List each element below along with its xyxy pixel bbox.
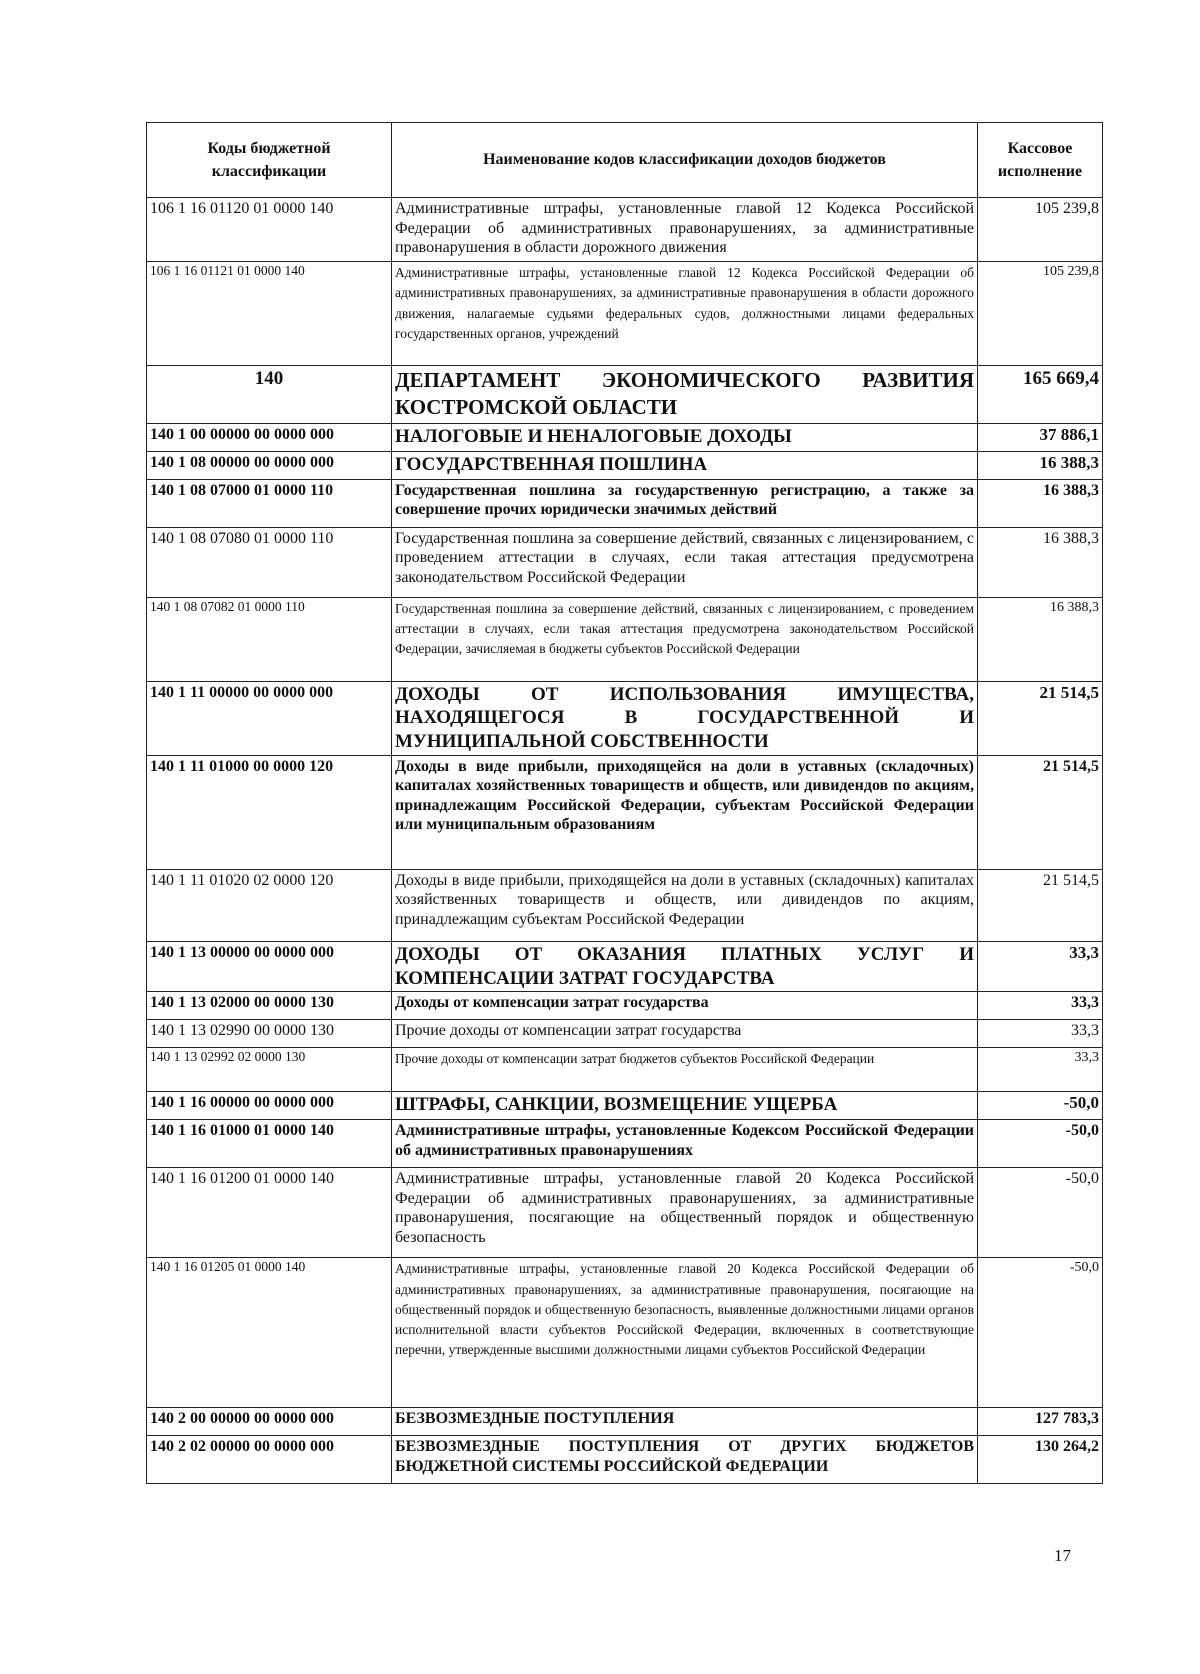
header-amount: Кассовое исполнение (978, 123, 1103, 198)
row-name: Государственная пошлина за государственную регистрацию, а также за совершение прочих юридически значимых действий (392, 479, 978, 527)
row-code: 140 1 16 01000 01 0000 140 (147, 1120, 392, 1168)
row-code: 140 1 08 00000 00 0000 000 (147, 451, 392, 479)
row-code: 140 1 11 01000 00 0000 120 (147, 755, 392, 869)
header-code: Коды бюджетной классификации (147, 123, 392, 198)
table-row (147, 423, 1103, 451)
row-amount: -50,0 (978, 1092, 1103, 1120)
row-name: ГОСУДАРСТВЕННАЯ ПОШЛИНА (392, 451, 978, 479)
row-code: 140 1 16 01200 01 0000 140 (147, 1168, 392, 1258)
row-code: 140 1 13 02000 00 0000 130 (147, 992, 392, 1020)
row-name: Административные штрафы, установленные главой 20 Кодекса Российской Федерации об административных правонарушениях, за административные правонарушения, посягающие на общественный порядок и общественную безопасность (392, 1168, 978, 1258)
row-code: 140 1 08 07080 01 0000 110 (147, 527, 392, 597)
table-row (147, 366, 1103, 424)
row-amount: -50,0 (978, 1258, 1103, 1408)
table-row (147, 1092, 1103, 1120)
header-name: Наименование кодов классификации доходов бюджетов (392, 123, 978, 198)
row-name: ДОХОДЫ ОТ ОКАЗАНИЯ ПЛАТНЫХ УСЛУГ И КОМПЕНСАЦИИ ЗАТРАТ ГОСУДАРСТВА (392, 941, 978, 992)
table-row (147, 198, 1103, 262)
row-name: Административные штрафы, установленные главой 20 Кодекса Российской Федерации об административных правонарушениях, за административные правонарушения, посягающие на общественный порядок и общественную безопасность, выявленные должностными лицами органов исполнительной власти субъектов Российской Федерации, включенных в соответствующие перечни, утвержденные высшими должностными лицами субъектов Российской Федерации (392, 1258, 978, 1408)
row-amount: 105 239,8 (978, 262, 1103, 366)
row-amount: 16 388,3 (978, 451, 1103, 479)
table-row (147, 755, 1103, 869)
table-row (147, 1020, 1103, 1048)
row-name: Государственная пошлина за совершение действий, связанных с лицензированием, с проведением аттестации в случаях, если такая аттестация предусмотрена законодательством Российской Федерации (392, 527, 978, 597)
table-row (147, 1120, 1103, 1168)
row-code: 140 2 00 00000 00 0000 000 (147, 1408, 392, 1436)
row-code: 140 1 16 00000 00 0000 000 (147, 1092, 392, 1120)
row-amount: 165 669,4 (978, 366, 1103, 424)
table-row (147, 527, 1103, 597)
row-code: 106 1 16 01120 01 0000 140 (147, 198, 392, 262)
table-header-row (147, 123, 1103, 198)
row-name: БЕЗВОЗМЕЗДНЫЕ ПОСТУПЛЕНИЯ ОТ ДРУГИХ БЮДЖЕТОВ БЮДЖЕТНОЙ СИСТЕМЫ РОССИЙСКОЙ ФЕДЕРАЦИИ (392, 1436, 978, 1484)
row-name: Административные штрафы, установленные Кодексом Российской Федерации об административных правонарушениях (392, 1120, 978, 1168)
table-row (147, 1048, 1103, 1092)
row-code: 140 1 00 00000 00 0000 000 (147, 423, 392, 451)
row-name: Доходы в виде прибыли, приходящейся на доли в уставных (складочных) капиталах хозяйственных товариществ и обществ, или дивидендов по акциям, принадлежащим Российской Федерации, субъектам Российской Федерации или муниципальным образованиям (392, 755, 978, 869)
row-name: Государственная пошлина за совершение действий, связанных с лицензированием, с проведением аттестации в случаях, если такая аттестация предусмотрена законодательством Российской Федерации, зачисляемая в бюджеты субъектов Российской Федерации (392, 597, 978, 681)
row-amount: 16 388,3 (978, 479, 1103, 527)
table-row (147, 597, 1103, 681)
table-row (147, 1258, 1103, 1408)
row-name: БЕЗВОЗМЕЗДНЫЕ ПОСТУПЛЕНИЯ (392, 1408, 978, 1436)
page-number: 17 (1054, 1546, 1071, 1565)
table-row (147, 941, 1103, 992)
row-amount: 105 239,8 (978, 198, 1103, 262)
table-row (147, 681, 1103, 755)
row-name: Доходы от компенсации затрат государства (392, 992, 978, 1020)
row-name: Административные штрафы, установленные главой 12 Кодекса Российской Федерации об административных правонарушениях, за административные правонарушения в области дорожного движения, налагаемые судьями федеральных судов, должностными лицами федеральных государственных органов, учреждений (392, 262, 978, 366)
table-row (147, 1408, 1103, 1436)
revenue-table (146, 122, 1103, 1484)
row-code: 140 1 16 01205 01 0000 140 (147, 1258, 392, 1408)
row-amount: 21 514,5 (978, 869, 1103, 941)
table-row (147, 1436, 1103, 1484)
row-code: 140 1 13 02992 02 0000 130 (147, 1048, 392, 1092)
row-amount: -50,0 (978, 1168, 1103, 1258)
row-amount: 33,3 (978, 1048, 1103, 1092)
row-amount: 21 514,5 (978, 681, 1103, 755)
table-row (147, 1168, 1103, 1258)
row-name: Прочие доходы от компенсации затрат государства (392, 1020, 978, 1048)
row-code: 140 (147, 366, 392, 424)
row-code: 140 1 11 01020 02 0000 120 (147, 869, 392, 941)
table-row (147, 869, 1103, 941)
row-name: ДОХОДЫ ОТ ИСПОЛЬЗОВАНИЯ ИМУЩЕСТВА, НАХОДЯЩЕГОСЯ В ГОСУДАРСТВЕННОЙ И МУНИЦИПАЛЬНОЙ СОБСТВЕННОСТИ (392, 681, 978, 755)
table-row (147, 262, 1103, 366)
row-code: 140 1 11 00000 00 0000 000 (147, 681, 392, 755)
row-amount: 37 886,1 (978, 423, 1103, 451)
table-row (147, 992, 1103, 1020)
row-amount: -50,0 (978, 1120, 1103, 1168)
row-code: 140 2 02 00000 00 0000 000 (147, 1436, 392, 1484)
row-code: 106 1 16 01121 01 0000 140 (147, 262, 392, 366)
row-amount: 16 388,3 (978, 597, 1103, 681)
row-name: НАЛОГОВЫЕ И НЕНАЛОГОВЫЕ ДОХОДЫ (392, 423, 978, 451)
table-row (147, 479, 1103, 527)
row-amount: 16 388,3 (978, 527, 1103, 597)
row-code: 140 1 08 07082 01 0000 110 (147, 597, 392, 681)
row-name: ДЕПАРТАМЕНТ ЭКОНОМИЧЕСКОГО РАЗВИТИЯ КОСТРОМСКОЙ ОБЛАСТИ (392, 366, 978, 424)
row-code: 140 1 13 00000 00 0000 000 (147, 941, 392, 992)
row-code: 140 1 08 07000 01 0000 110 (147, 479, 392, 527)
row-amount: 33,3 (978, 941, 1103, 992)
row-amount: 130 264,2 (978, 1436, 1103, 1484)
row-name: Прочие доходы от компенсации затрат бюджетов субъектов Российской Федерации (392, 1048, 978, 1092)
row-amount: 127 783,3 (978, 1408, 1103, 1436)
row-name: Доходы в виде прибыли, приходящейся на доли в уставных (складочных) капиталах хозяйственных товариществ и обществ, или дивидендов по акциям, принадлежащим субъектам Российской Федерации (392, 869, 978, 941)
row-code: 140 1 13 02990 00 0000 130 (147, 1020, 392, 1048)
row-name: Административные штрафы, установленные главой 12 Кодекса Российской Федерации об административных правонарушениях, за административные правонарушения в области дорожного движения (392, 198, 978, 262)
row-amount: 21 514,5 (978, 755, 1103, 869)
row-name: ШТРАФЫ, САНКЦИИ, ВОЗМЕЩЕНИЕ УЩЕРБА (392, 1092, 978, 1120)
row-amount: 33,3 (978, 1020, 1103, 1048)
table-row (147, 451, 1103, 479)
row-amount: 33,3 (978, 992, 1103, 1020)
